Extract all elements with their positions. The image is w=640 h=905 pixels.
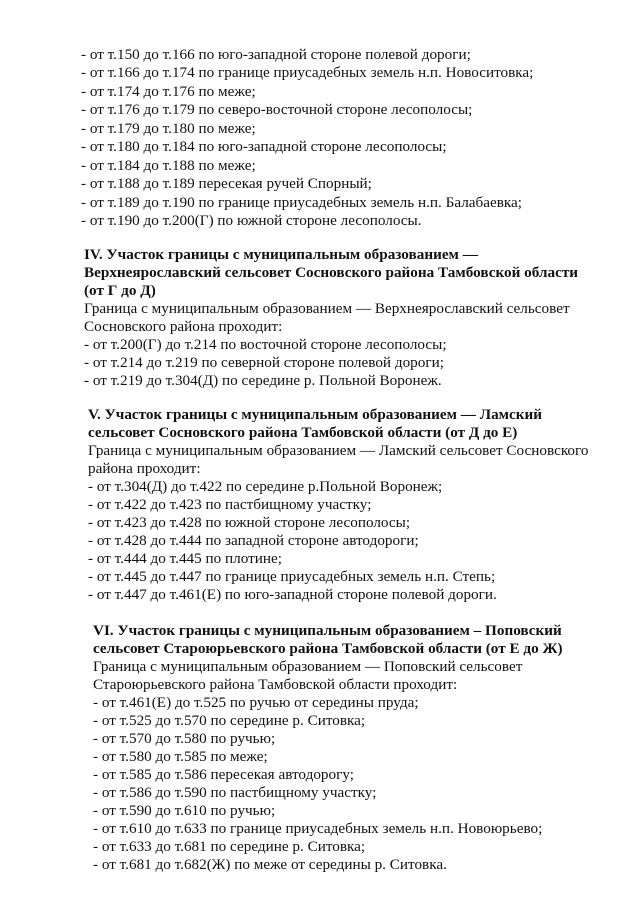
- list-item: - от т.570 до т.580 по ручью;: [93, 730, 276, 747]
- list-item: - от т.150 до т.166 по юго-западной стороне полевой дороги;: [81, 46, 471, 63]
- section-heading: (от Г до Д): [84, 282, 156, 299]
- list-item: - от т.174 до т.176 по меже;: [81, 83, 256, 100]
- section-heading: V. Участок границы с муниципальным образованием — Ламский: [88, 406, 543, 423]
- list-item: - от т.681 до т.682(Ж) по меже от середины р. Ситовка.: [93, 856, 447, 873]
- list-item: - от т.180 до т.184 по юго-западной стороне лесополосы;: [81, 138, 447, 155]
- list-item: - от т.447 до т.461(Е) по юго-западной стороне полевой дороги.: [88, 586, 497, 603]
- list-item: - от т.219 до т.304(Д) по середине р. Польной Воронеж.: [84, 372, 442, 389]
- list-item: - от т.304(Д) до т.422 по середине р.Польной Воронеж;: [88, 478, 443, 495]
- section-heading: VI. Участок границы с муниципальным образованием – Поповский: [93, 622, 562, 639]
- list-item: - от т.525 до т.570 по середине р. Ситовка;: [93, 712, 366, 729]
- list-item: - от т.188 до т.189 пересекая ручей Спорный;: [81, 175, 372, 192]
- section-intro: Граница с муниципальным образованием — Верхнеярославский сельсовет: [84, 300, 570, 317]
- list-item: - от т.200(Г) до т.214 по восточной стороне лесополосы;: [84, 336, 447, 353]
- section-heading: Верхнеярославский сельсовет Сосновского района Тамбовской области: [84, 264, 579, 281]
- list-item: - от т.214 до т.219 по северной стороне полевой дороги;: [84, 354, 444, 371]
- list-item: - от т.422 до т.423 по пастбищному участку;: [88, 496, 372, 513]
- section-intro: Граница с муниципальным образованием — Поповский сельсовет: [93, 658, 523, 675]
- list-item: - от т.445 до т.447 по границе приусадебных земель н.п. Степь;: [88, 568, 496, 585]
- list-item: - от т.423 до т.428 по южной стороне лесополосы;: [88, 514, 411, 531]
- section-intro: района проходит:: [88, 460, 201, 477]
- list-item: - от т.586 до т.590 по пастбищному участку;: [93, 784, 377, 801]
- section-heading: IV. Участок границы с муниципальным образованием —: [84, 246, 478, 263]
- list-item: - от т.179 до т.180 по меже;: [81, 120, 256, 137]
- list-item: - от т.189 до т.190 по границе приусадебных земель н.п. Балабаевка;: [81, 194, 523, 211]
- list-item: - от т.610 до т.633 по границе приусадебных земель н.п. Новоюрьево;: [93, 820, 543, 837]
- list-item: - от т.580 до т.585 по меже;: [93, 748, 268, 765]
- list-item: - от т.428 до т.444 по западной стороне автодороги;: [88, 532, 419, 549]
- section-intro: Сосновского района проходит:: [84, 318, 283, 335]
- list-item: - от т.176 до т.179 по северо-восточной стороне лесополосы;: [81, 101, 473, 118]
- section-heading: сельсовет Сосновского района Тамбовской области (от Д до Е): [88, 424, 518, 441]
- list-item: - от т.585 до т.586 пересекая автодорогу;: [93, 766, 354, 783]
- section-heading: сельсовет Староюрьевского района Тамбовской области (от Е до Ж): [93, 640, 563, 657]
- list-item: - от т.590 до т.610 по ручью;: [93, 802, 276, 819]
- list-item: - от т.461(Е) до т.525 по ручью от середины пруда;: [93, 694, 419, 711]
- list-item: - от т.166 до т.174 по границе приусадебных земель н.п. Новоситовка;: [81, 64, 534, 81]
- list-item: - от т.444 до т.445 по плотине;: [88, 550, 283, 567]
- list-item: - от т.633 до т.681 по середине р. Ситовка;: [93, 838, 366, 855]
- list-item: - от т.184 до т.188 по меже;: [81, 157, 256, 174]
- section-intro: Граница с муниципальным образованием — Ламский сельсовет Сосновского: [88, 442, 589, 459]
- section-intro: Староюрьевского района Тамбовской области проходит:: [93, 676, 458, 693]
- list-item: - от т.190 до т.200(Г) по южной стороне лесополосы.: [81, 212, 422, 229]
